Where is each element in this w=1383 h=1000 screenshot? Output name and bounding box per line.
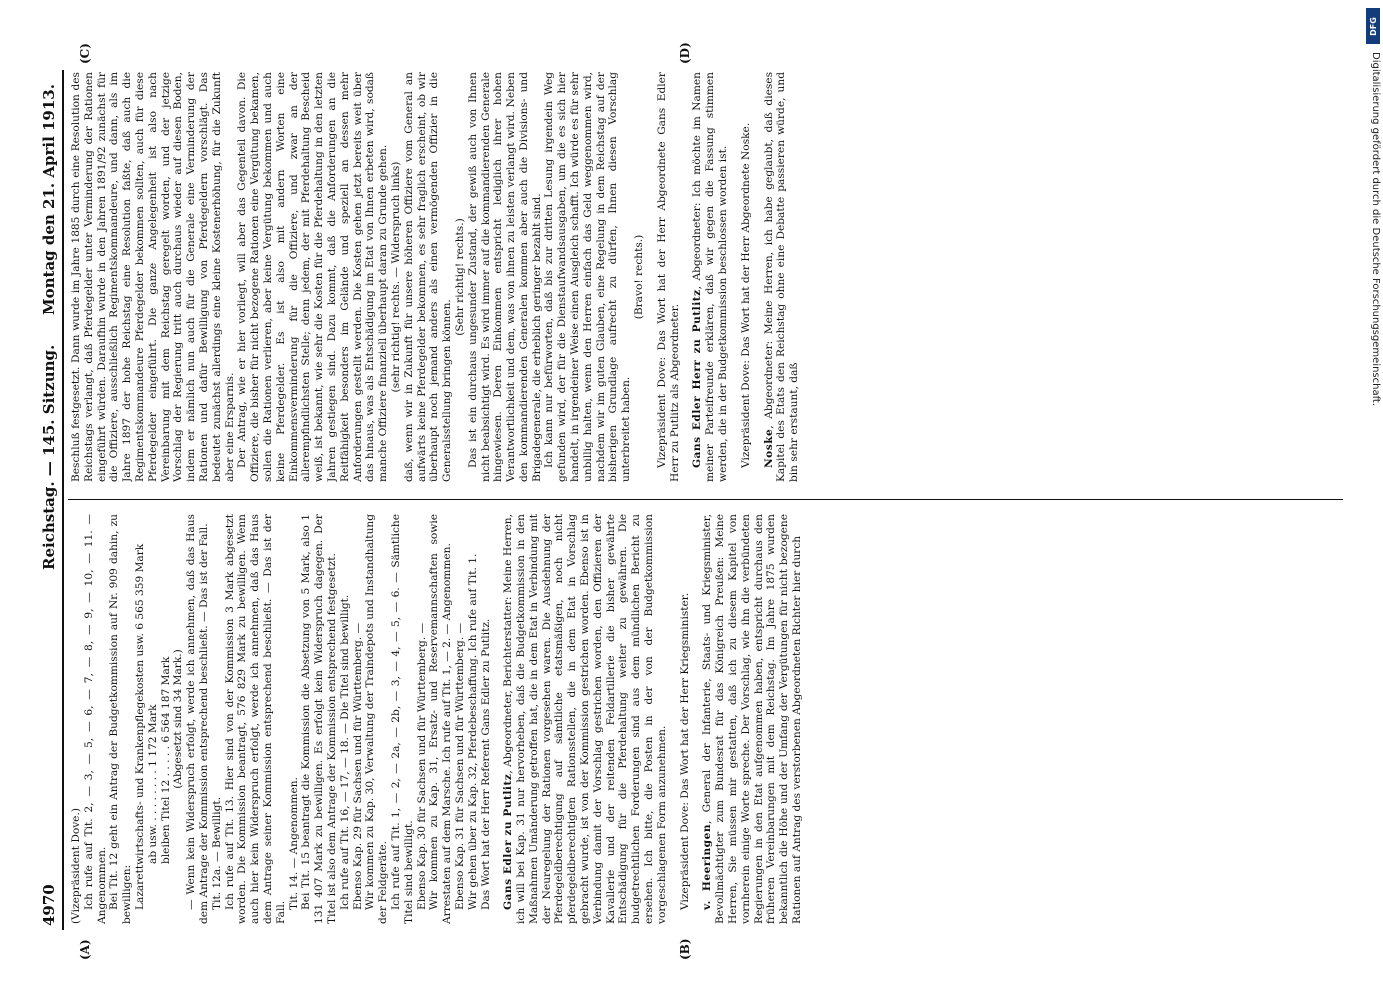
paragraph: Ich rufe auf Tit. 16, — 17, — 18. — Die Titel sind bewilligt. [338,594,351,910]
speech-text: , Abgeordneter, Berichterstatter: Meine Herren, ich will bei Kap. 31 nur hervorheben, daß die Budgetkommission in den Maßnahmen Umänderung getroffen hat, die in dem Etat in Verbindung mit der Neuregelung der Rationen vorgesehen waren. Die Ausdehnung der Pferdegeldberechtigung auf sämtliche etatsmäßigen, noch nicht pferdegeldberechtigten Rationsstellen, die in dem Etat in Vorschlag gebracht wurde, ist von der Kommission gestrichen worden. Ebenso ist in Verbindung damit der Vorschlag gestrichen worden, den Offizieren der Kavallerie und der reitenden Feldartillerie die bisher gewährte Entschädigung für die Pferdehaltung weiter zu gewähren. Die budgetrechtlichen Forderungen sind aus dem mündlichen Bericht zu ersehen. Ich bitte, die Posten in der von der Budgetkommission vorgeschlagenen Form anzunehmen. [502,514,668,924]
paragraph: Wir kommen zu Kap. 30, Verwaltung der Traindepots und Instandhaltung der Feldgeräte. [364,514,390,924]
dfg-logo: DFG [1366,8,1380,44]
paragraph: bleiben Titel 12 . . . . . 6 564 187 Mark [159,656,172,864]
paragraph: Ich rufe auf Tit. 1, — 2, — 2a, — 2b, — 3, — 4, — 5, — 6. — Sämtliche Titel sind bewilligt. [389,514,415,924]
paragraph: Ebenso Kap. 30 für Sachsen und für Württemberg. — [415,622,428,910]
margin-marker-a: (A) [78,939,92,960]
paragraph: Ich rufe auf Tit. 13. Hier sind von der Kommission 3 Mark abgesetzt worden. Die Kommission beantragt, 576 829 Mark zu bewilligen. Wenn auch hier kein Widerspruch erfolgt, werde ich annehmen, daß das Haus dem Antrage seiner Kommission entsprechend beschließt. — Das ist der Fall. [223,514,287,924]
margin-marker-d: (D) [678,42,692,64]
paragraph: daß, wenn wir in Zukunft für unsere höheren Offiziere vom General an aufwärts keine Pferdegelder bekommen, es sehr fraglich erscheint, ob wir überhaupt noch jemand anders als einen vermögenden Offizier in die Generalsstellung bringen können. [402,72,454,482]
page-number: 4970 [40,884,58,926]
paragraph [691,72,729,482]
speaker-name: Gans Edler zu Putlitz [502,773,515,910]
paragraph: Das ist ein durchaus ungesunder Zustand, der gewiß auch von Ihnen nicht beabsichtigt wird. Es wird immer auf die kommandierenden Generale hingewiesen. Deren Einkommen entspricht lediglich ihrer hohen Verantwortlichkeit und dem, was von ihnen zu leisten verlangt wird. Neben den kommandierenden Generalen kommen aber auch die Divisions- und Brigadegenerale, die erheblich geringer bezahlt sind. [466,72,543,482]
paragraph: Tit. 14. — Angenommen. [287,777,300,910]
paragraph: Bei Tit. 12 geht ein Antrag der Budgetkommission auf Nr. 909 dahin, zu bewilligen: [108,514,134,924]
speaker-name: Noske [762,428,775,468]
paragraph: Wir kommen zu Kap. 31, Ersatz- und Reservemannschaften sowie Arrestaten auf dem Marsche. Ich rufe auf Tit. 1, — 2. — Angenommen. [428,514,454,924]
paragraph: Vizepräsident Dove: Das Wort hat der Herr Abgeordnete Noske. [739,122,752,468]
paragraph: Vizepräsident Dove: Das Wort hat der Herr Abgeordnete Gans Edler Herr zu Putlitz als Abgeordneter. [655,72,681,482]
paragraph: Tit. 12a. — Bewilligt. [210,796,223,910]
paragraph: — Wenn kein Widerspruch erfolgt, werde ich annehmen, daß das Haus dem Antrage der Kommission entsprechend beschließt. — Das ist der Fall. [185,514,210,924]
paragraph [701,514,803,924]
paragraph: Ich rufe auf Tit. 2, — 3, — 5, — 6, — 7, — 8, — 9, — 10, — 11. — Angenommen. [82,514,108,924]
paragraph: Vizepräsident Dove: Das Wort hat der Herr Kriegsminister. [678,592,691,910]
paragraph: Ebenso Kap. 31 für Sachsen und für Württemberg. — [453,622,466,910]
paragraph: (Vizepräsident Dove.) [70,808,82,924]
speech-text: , Abgeordneter: Meine Herren, ich habe geglaubt, daß dieses Kapitel des Etats den Reichstag ohne eine Debatte passieren würde, und bin sehr erstaunt, daß [762,72,801,482]
speaker-name: Gans Edler Herr zu Putlitz [691,289,704,468]
left-column [70,514,1340,924]
right-column [70,72,1340,482]
paragraph: Wir gehen über zu Kap. 32, Pferdebeschaffung. Ich rufe auf Tit. 1. [466,553,479,910]
digitization-note: Digitalisierung gefördert durch die Deutsche Forschungsgemeinschaft. [1370,52,1381,407]
paragraph [763,72,801,482]
margin-marker-c: (C) [78,43,92,64]
margin-marker-b: (B) [678,938,692,960]
paragraph: (sehr richtig! rechts. — Widerspruch links) [389,161,402,393]
speaker-name: v. Heeringen [701,823,714,910]
page-header [38,70,64,930]
header-title: Reichstag. — 145. Sitzung. [40,344,58,570]
speech-text: , General der Infanterie, Staats- und Kriegsminister, Bevollmächtigter zum Bundesrat für das Königreich Preußen: Meine Herren, Sie müssen mir gestatten, daß ich zu diesem Kapitel von vornherein einige Worte spreche. Der Vorschlag, wie ihn die verbündeten Regierungen in den Etat aufgenommen haben, entspricht durchaus den früheren Vereinbarungen mit dem Reichstag. Im Jahre 1875 wurden bekanntlich die Höhe und der Umfang der Vergütungen für nicht bezogene Rationen auf Antrag des verstorbenen Abgeordneten Richter hier durch [701,514,804,924]
paragraph: Ich kann nur befürworten, daß bis zur dritten Lesung irgendein Weg gefunden wird, der für die Dienstaufwandsausgaben, um die es sich hier handelt, in irgendeiner Weise einen Ausgleich schafft. Ich würde es für sehr unbillig halten, wenn den Herren einfach das Geld weggenommen wird, nachdem wir im guten Glauben, eine Regelung in dem Reichstag auf der bisherigen Grundlage aufrecht zu dürfen, Ihnen diesen Vorschlag unterbreitet haben. [543,72,633,482]
paragraph: Bei Tit. 15 beantragt die Kommission die Absetzung von 5 Mark, also 1 131 407 Mark zu bewilligen. Es erfolgt kein Widerspruch dagegen. Der Titel ist also dem Antrage der Kommission entsprechend festgesetzt. [300,514,338,924]
paragraph: ab usw. . . . . . . . . 1 172 Mark [146,704,159,864]
paragraph: (Abgesetzt sind 34 Mark.) [172,649,185,789]
paragraph: Der Antrag, wie er hier vorliegt, will aber das Gegenteil davon. Die Offiziere, die bisher für nicht bezogene Rationen eine Vergütung bekamen, sollen die Rationen verlieren, aber keine Vergütung bekommen und auch keine Pferdegelder. Es ist also mit andern Worten eine Einkommensverminderung für die Offiziere, und zwar an der allerempfindlichsten Stelle; denn jedem, der mit Pferdehaltung Bescheid weiß, ist bekannt, wie sehr die Kosten für die Pferdehaltung in den letzten Jahren gestiegen sind. Dazu kommt, daß die Anforderungen an die Reitfähigkeit besonders im Gelände und speziell an dessen mehr Anforderungen gestellt werden. Die Kosten gehen jetzt bereits weit über das hinaus, was als Entschädigung im Etat von Ihnen erbeten wird, sodaß manche Offiziere finanziell überhaupt daran zu Grunde gehen. [236,72,390,482]
header-date: Montag den 21. April 1913. [40,84,58,315]
speech-text: , Abgeordneter: Ich möchte im Namen meiner Parteifreunde erklären, daß wir gegen die Fassung stimmen werden, die in der Budgetkommission beschlossen worden ist. [691,72,730,482]
paragraph: Beschluß festgesetzt. Dann wurde im Jahre 1885 durch eine Resolution des Reichstags verlangt, daß Pferdegelder unter Verminderung der Rationen eingeführt würden. Daraufhin wurde in den Jahren 1891/92 zunächst für die Offiziere, ausschließlich Regimentskommandeure, und dann, als im Jahre 1897 der hohe Reichstag eine Resolution faßte, daß auch die Regimentskommandeure Pferdegelder bekommen sollten, auch für diese Pferdegelder eingeführt. Die ganze Angelegenheit ist also nach Vereinbarung mit dem Reichstag geregelt worden, und der jetzige Vorschlag der Regierung tritt auch durchaus wieder auf diesen Boden, indem er nämlich nun auch für die Generale eine Verminderung der Rationen und dafür Bewilligung von Pferdegeldern vorschlägt. Das bedeutet zunächst allerdings eine kleine Kostenerhöhung, für die Zukunft aber eine Ersparnis. [70,72,236,482]
paragraph: (Sehr richtig! rechts.) [453,218,466,336]
paragraph: Ebenso Kap. 29 für Sachsen und für Württemberg. — [351,622,364,910]
column-divider [68,499,1343,500]
paragraph: Lazarettwirtschafts- und Krankenpflegekosten usw. 6 565 359 Mark [133,543,146,910]
paragraph: Das Wort hat der Herr Referent Gans Edler zu Putlitz. [479,618,492,910]
paragraph: (Bravo! rechts.) [633,234,646,320]
paragraph [502,514,668,924]
document-page [38,42,1348,960]
